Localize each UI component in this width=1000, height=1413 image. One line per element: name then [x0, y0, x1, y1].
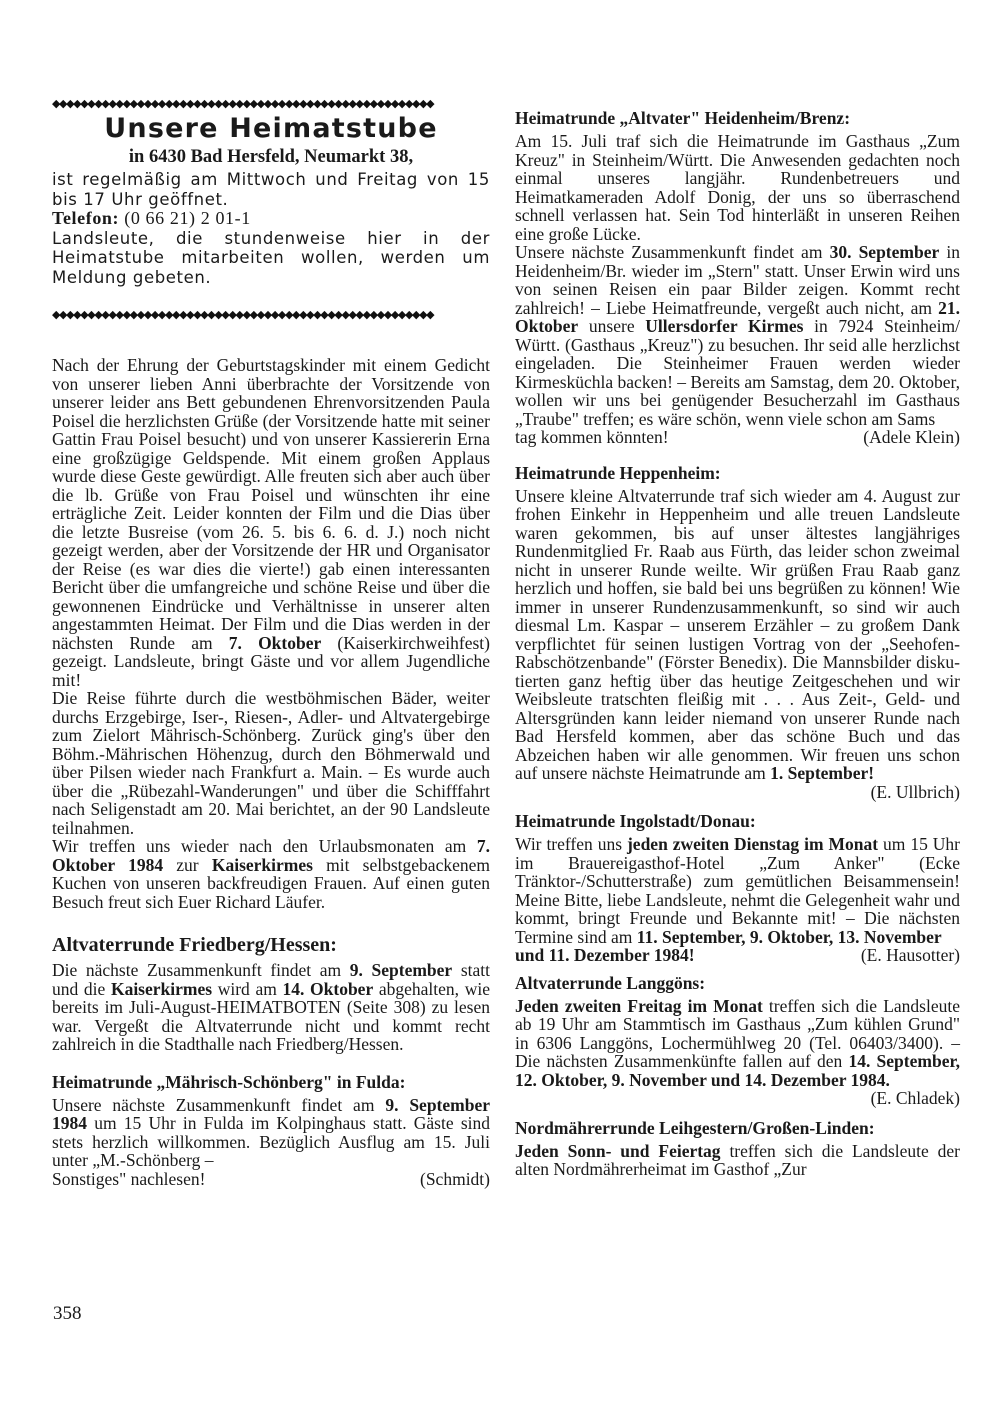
page-number: 358: [53, 1303, 82, 1324]
ingolstadt-signature-line: und 11. Dezember 1984! (E. Hausotter): [515, 945, 960, 965]
heidenheim-text-1: Am 15. Juli traf sich die Heimatrunde im Gasthaus „Zum Kreuz" in Steinheim/Württ. Die Anwesenden gedachten noch einmal unseres langjähr. Rundenbetreuers und Heimatkameraden Adolf Donig, der uns so überraschend schnell verlassen hat. Sein Tod hinterläßt in unseren Reihen eine große Lücke.: [515, 131, 960, 244]
langgoens-article: [515, 973, 960, 1108]
ingolstadt-text: Wir treffen uns jeden zweiten Dienstag im Monat um 15 Uhr im Brauereigasthof-Hotel „Zum Anker" (Ecke Tränktor-/Schutterstraße) zum gemütlichen Beisammensein! Meine Bitte, liebe Landsleute, nehmt die Gelegenheit wahr und kommt, bringt Freunde und Bekannte mit! – Die nächsten Termine sind am 11. September, 9. Oktober, 13. November: [515, 834, 960, 947]
left-column: [52, 98, 490, 1188]
leihgestern-article: [515, 1118, 960, 1179]
right-column: [515, 108, 960, 1179]
heimatstube-address: in 6430 Bad Hersfeld, Neumarkt 38,: [128, 147, 414, 167]
fulda-signature-line: Sonstiges" nachlesen! (Schmidt): [52, 1168, 490, 1189]
ingolstadt-article: [515, 811, 960, 965]
heidenheim-article: [515, 108, 960, 447]
heimatstube-title: Unsere Heimatstube: [104, 113, 438, 144]
diamond-rule-top: ◆◆◆◆◆◆◆◆◆◆◆◆◆◆◆◆◆◆◆◆◆◆◆◆◆◆◆◆◆◆◆◆◆◆◆◆◆◆◆◆◆◆◆◆◆◆◆◆◆◆◆◆◆◆: [52, 98, 434, 110]
heidenheim-signature-line: tag kommen könnten! (Adele Klein): [515, 427, 960, 447]
report-paragraph-1: Nach der Ehrung der Geburtstagskinder mit einem Gedicht von unserer lieben Anni überbrachte der Vorsitzende von unserer leider ans Bett gebundenen Ehrenvorsitzenden Paula Poisel die herzlichsten Grüße (der Vorsitzende hatte mit seiner Gattin Frau Poisel besucht) und von unserer Kassiererin Erna eine großzügige Geldspende. Mit einem großen Applaus wurde diese Geste gewürdigt. Alle freuten sich aber auch über die lb. Grüße von Frau Poisel und wünschten ihr eine erträgliche Zeit. Leider konnten der Film und die Dias über die letzte Busreise (vom 26. 5. bis 6. 6. d. J.) noch nicht gezeigt werden, aber der Vorsitzende der HR und Organisator der Reise (es war dies die vierte!) gab einen interessanten Bericht über die umfangreiche und schöne Reise und über die gewonnenen Eindrücke und Verhältnisse in unserer alten angestammten Heimat. Der Film und die Dias werden in der nächsten Runde am 7. Oktober (Kaiserkirchweihfest) gezeigt. Landsleute, bringt Gäste und vor allem Jugendliche mit!: [52, 355, 490, 690]
heppenheim-text: Unsere kleine Altvaterrunde traf sich wieder am 4. August zur frohen Einkehr in Heppenheim und alle treuen Landsleute waren gekommen, bis auf unser ältestes langjähriges Rundenmitglied Fr. Raab aus Fürth, das leider schon zweimal nicht in unserer Runde weilte. Wir grüßen Frau Raab ganz herzlich und hoffen, sie bald bei uns begrüßen zu können! Wie immer in unserer Rundenzusammenkunft, so sind wir auch diesmal Lm. Kaspar – unserem Erzähler – zu großem Dank verpflichtet für seinen lustigen Vortrag von der „Seehofen-Rabschötzenbande" (Förster Benedix). Die Mannsbilder diskutierten ganz heftig über das heutige Zeitgeschehen und wir Weibsleute tratschten fleißig mit . . . Aus Zeit-, Geld- und Altersgründen kann leider niemand von unserer Runde nach Bad Hersfeld kommen, aber das schöne Buch und das Abzeichen haben wir alle genommen. Wir freuen uns schon auf unsere nächste Heimatrunde am 1. September!: [515, 485, 960, 783]
main-report-article: [52, 356, 490, 911]
report-paragraph-3: Wir treffen uns wieder nach den Urlaubsmonaten am 7. Oktober 1984 zur Kaiserkirmes mit selbstgebackenem Kuchen von unseren backfreudigen Frauen. Auf einen guten Besuch freut sich Euer Richard Läufer.: [52, 836, 490, 912]
ingolstadt-signature: (E. Hausotter): [860, 945, 960, 965]
report-paragraph-2: Die Reise führte durch die westböhmischen Bäder, weiter durchs Erzgebirge, Iser-, Riesen-, Adler- und Altvatergebirge zum Zielort Mährisch-Schönberg. Zurück ging's über den Böhm.-Mährischen Höhenzug, durch den Böhmerwald und über Pilsen wieder nach Frankfurt a. Main. – Es wurde auch über die „Rübezahl-Wanderungen" und über die Schifffahrt nach Seligenstadt am 20. Mai berichtet, an der 90 Landsleute teilnahmen.: [52, 688, 490, 838]
friedberg-article: [52, 933, 490, 1054]
friedberg-heading: Altvaterrunde Friedberg/Hessen:: [52, 934, 337, 956]
fulda-signature: (Schmidt): [420, 1168, 490, 1189]
langgoens-text: Jeden zweiten Freitag im Monat treffen sich die Landsleute ab 19 Uhr am Stammtisch im Gasthaus „Zum kühlen Grund" in 6306 Langgöns, Lochermühlweg 20 (Tel. 06403/3400). – Die nächsten Zusammenkünfte fallen auf den 14. September, 12. Oktober, 9. November und 14. Dezember 1984.: [515, 995, 960, 1090]
fulda-heading: Heimatrunde „Mährisch-Schönberg" in Fulda:: [52, 1071, 406, 1092]
heppenheim-heading: Heimatrunde Heppenheim:: [515, 462, 721, 483]
ingolstadt-heading: Heimatrunde Ingolstadt/Donau:: [515, 811, 756, 831]
langgoens-signature: (E. Chladek): [870, 1088, 960, 1108]
leihgestern-heading: Nordmährerrunde Leihgestern/Großen-Linden:: [515, 1117, 875, 1138]
heimatstube-hours: ist regelmäßig am Mittwoch und Freitag von 15 bis 17 Uhr geöffnet.: [52, 170, 490, 209]
langgoens-heading: Altvaterrunde Langgöns:: [515, 972, 706, 993]
fulda-text: Unsere nächste Zusammenkunft findet am 9. September 1984 um 15 Uhr in Fulda im Kolpinghaus statt. Gäste sind stets herzlich willkommen. Bezüglich Ausflug am 15. Juli unter „M.-Schönberg –: [52, 1094, 490, 1170]
heppenheim-article: [515, 463, 960, 802]
heidenheim-signature: (Adele Klein): [863, 427, 960, 447]
phone-label: Telefon:: [52, 208, 120, 228]
heimatstube-phone: [52, 209, 490, 229]
heimatstube-box: [52, 98, 490, 321]
heidenheim-heading: Heimatrunde „Altvater" Heidenheim/Brenz:: [515, 108, 851, 128]
heidenheim-text-2: Unsere nächste Zusammenkunft findet am 30. September in Heidenheim/Br. wieder im „Stern" statt. Unser Erwin wird uns von seinen Reisen ein paar Bilder zeigen. Kommt recht zahlreich! – Liebe Heimatfreunde, vergeßt auch nicht, am 21. Oktober unsere Ullersdorfer Kirmes in 7924 Steinheim/ Württ. (Gasthaus „Kreuz") zu besuchen. Ihr seid alle herzlichst eingeladen. Die Steinheimer Frauen werden wieder Kirmesküchla backen! – Bereits am Samstag, dem 20. Oktober, wollen wir uns bei genügender Besucherzahl im Gasthaus „Traube" treffen; es wäre schön, wenn viele schon am Sams: [515, 242, 960, 429]
heppenheim-signature: (E. Ullbrich): [870, 781, 960, 802]
fulda-article: [52, 1072, 490, 1189]
friedberg-text: Die nächste Zusammenkunft findet am 9. September statt und die Kaiserkirmes wird am 14. Oktober abgehalten, wie bereits im Juli-August-HEIMATBOTEN (Seite 308) zu lesen war. Vergeßt die Altvaterrunde nicht und kommt recht zahlreich in die Stadthalle nach Friedberg/Hessen.: [52, 960, 490, 1054]
diamond-rule-bottom: ◆◆◆◆◆◆◆◆◆◆◆◆◆◆◆◆◆◆◆◆◆◆◆◆◆◆◆◆◆◆◆◆◆◆◆◆◆◆◆◆◆◆◆◆◆◆◆◆◆◆◆◆◆◆: [52, 309, 434, 321]
leihgestern-text: Jeden Sonn- und Feiertag treffen sich die Landsleute der alten Nordmährerheimat im Gasthof „Zur: [515, 1140, 960, 1179]
heimatstube-appeal: Landsleute, die stundenweise hier in der Heimatstube mitarbeiten wollen, werden um Meldung gebeten.: [52, 228, 490, 287]
phone-number: (0 66 21) 2 01-1: [124, 208, 251, 228]
